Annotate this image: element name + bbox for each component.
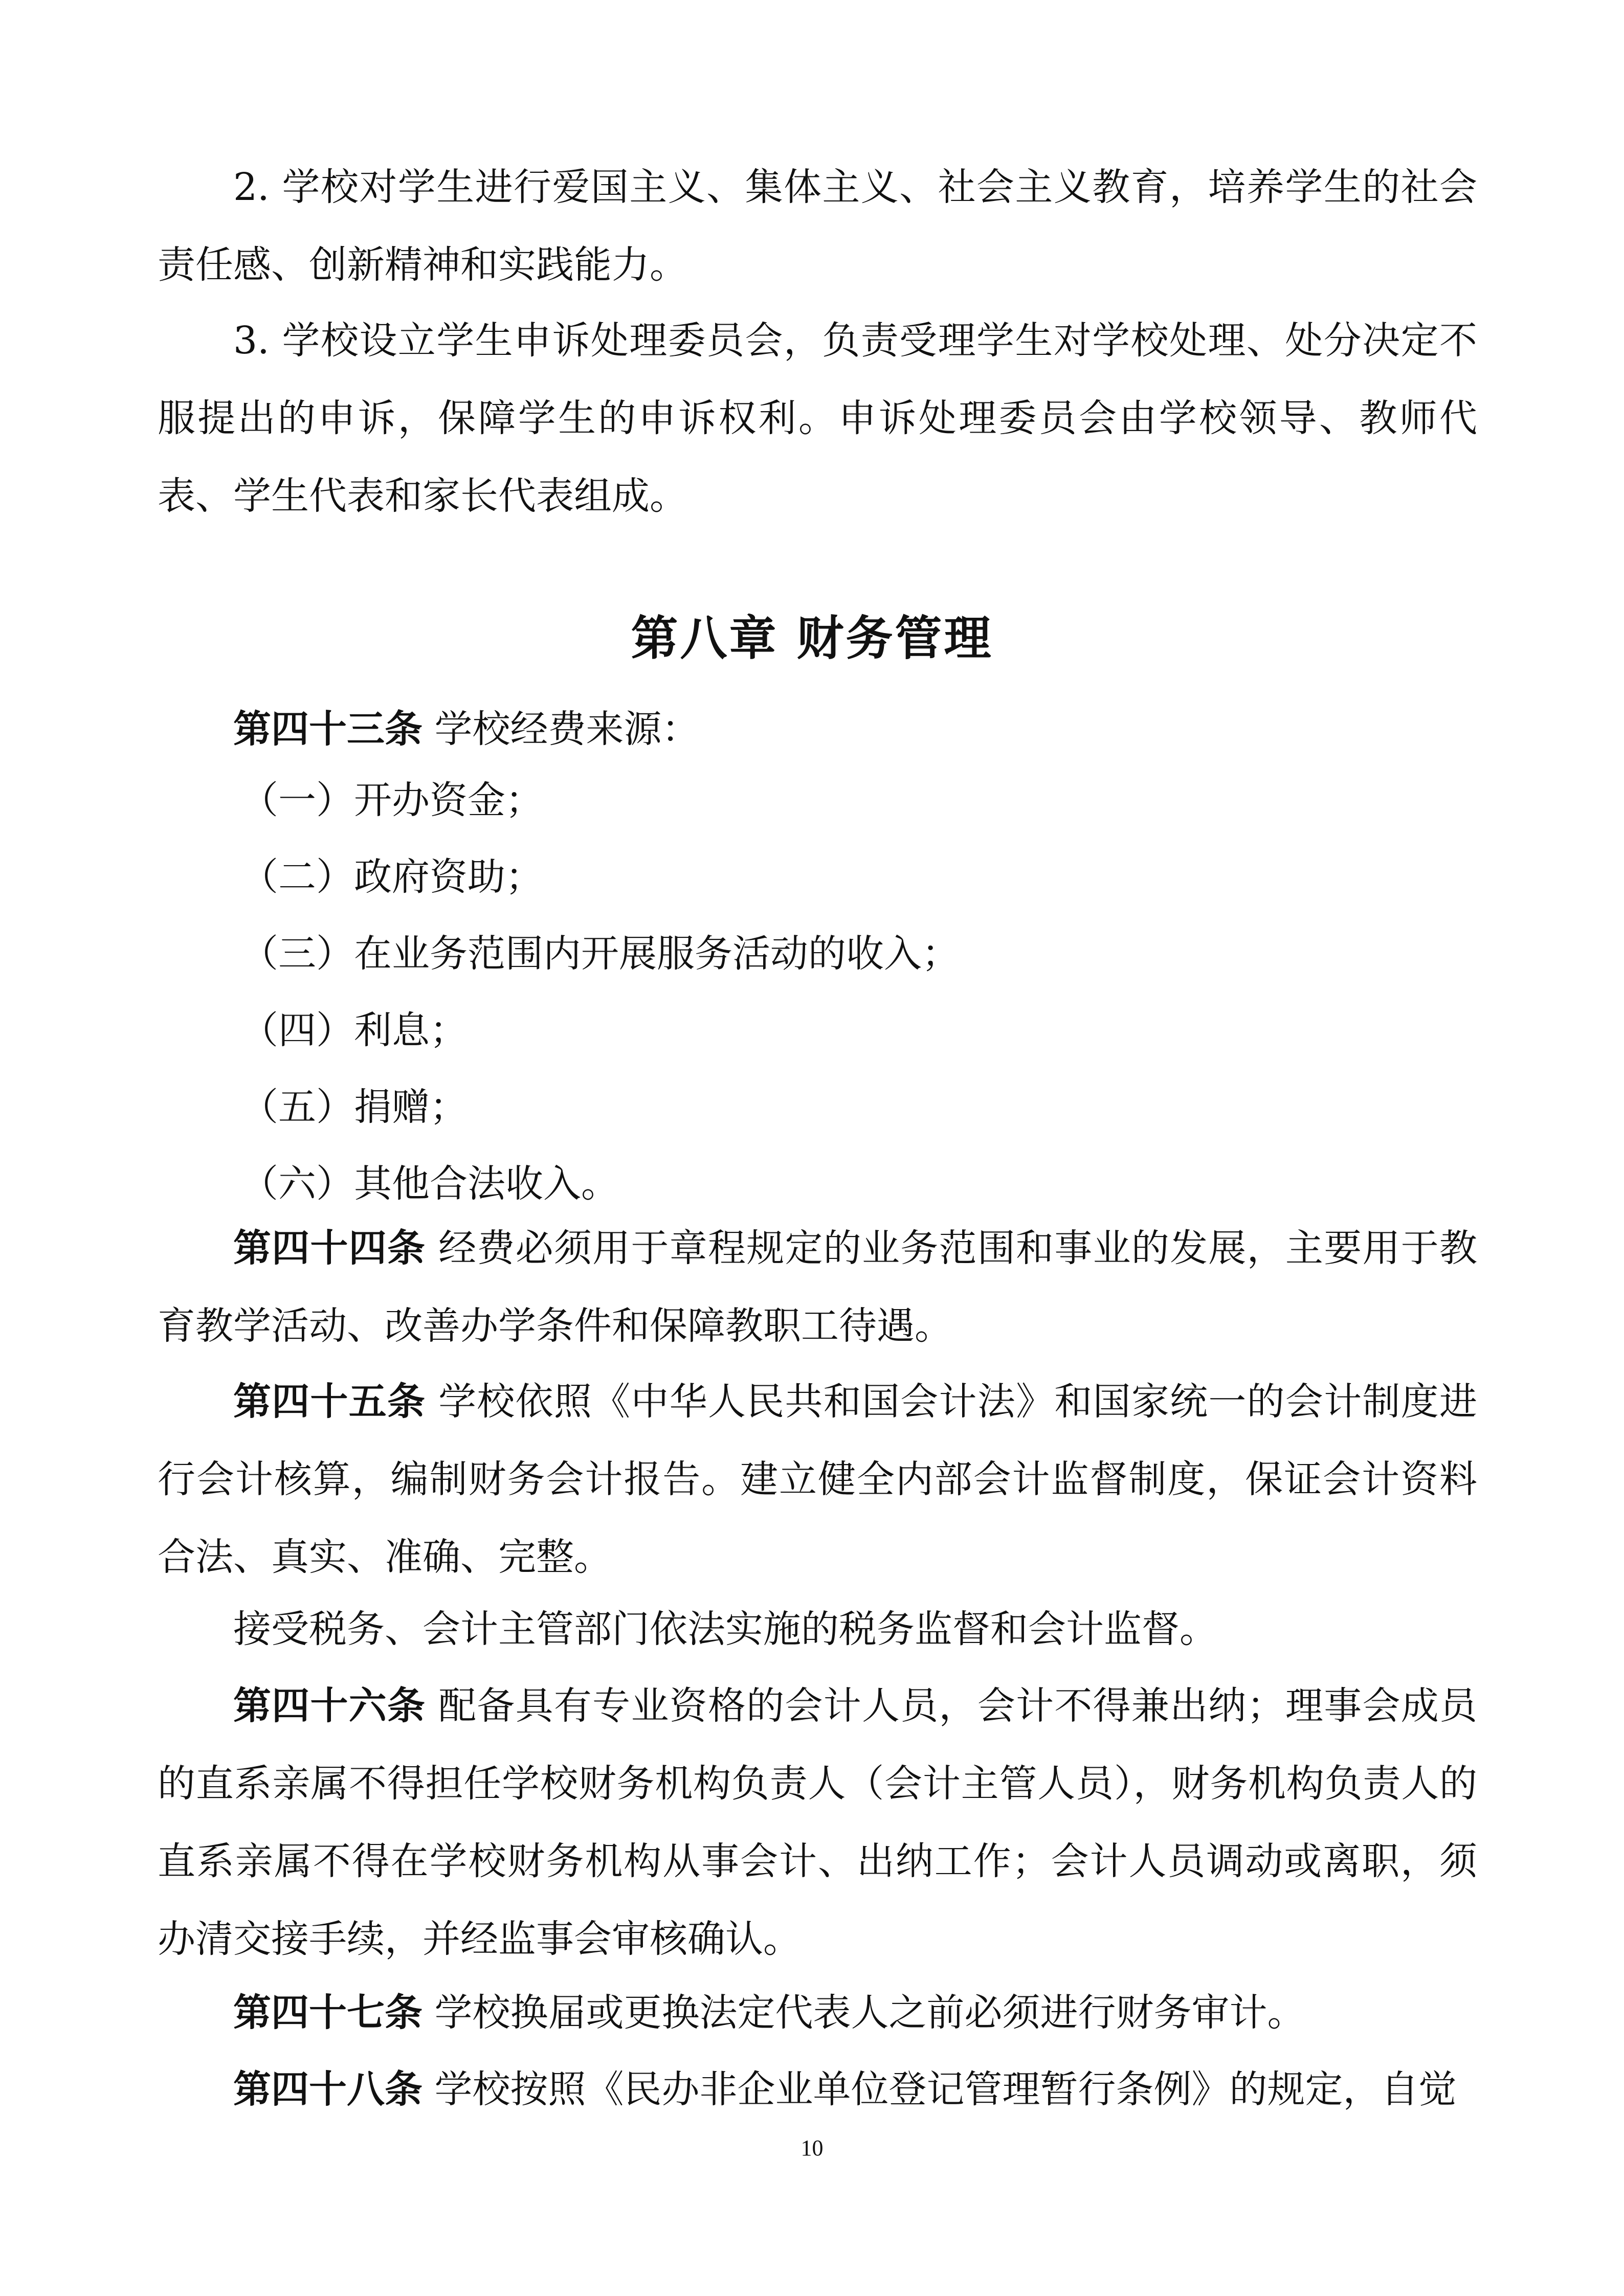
article-43-item-3: （三）在业务范围内开展服务活动的收入； [240, 932, 960, 976]
article-43 [158, 690, 1477, 768]
article-46-text: 配备具有专业资格的会计人员，会计不得兼出纳；理事会成员的直系亲属不得担任学校财务机构负责人（会计主管人员），财务机构负责人的直系亲属不得在学校财务机构从事会计、出纳工作；会计人员调动或离职，须办清交接手续，并经监事会审核确认。 [158, 1684, 1477, 1961]
article-47-label: 第四十七条 [233, 1991, 422, 2035]
article-48 [158, 2051, 1477, 2128]
page-number: 10 [800, 2135, 824, 2160]
article-48-label: 第四十八条 [233, 2067, 422, 2111]
article-46-label: 第四十六条 [233, 1684, 426, 1728]
article-43-item-2: （二）政府资助； [240, 855, 543, 899]
article-45-extra: 接受税务、会计主管部门依法实施的税务监督和会计监督。 [233, 1607, 1217, 1651]
article-43-item-4: （四）利息； [240, 1008, 468, 1052]
article-44-text: 经费必须用于章程规定的业务范围和事业的发展，主要用于教育教学活动、改善办学条件和保障教职工待遇。 [158, 1226, 1477, 1348]
article-45 [158, 1363, 1477, 1596]
article-44 [158, 1209, 1477, 1365]
article-43-text: 学校经费来源： [422, 707, 700, 751]
article-47-text: 学校换届或更换法定代表人之前必须进行财务审计。 [422, 1991, 1305, 2035]
article-43-item-5: （五）捐赠； [240, 1085, 468, 1129]
chapter-title: 第八章 财务管理 [631, 611, 993, 666]
article-43-item-6: （六）其他合法收入。 [240, 1162, 619, 1206]
paragraph-item-3: 3. 学校设立学生申诉处理委员会，负责受理学生对学校处理、处分决定不服提出的申诉，保障学生的申诉权利。申诉处理委员会由学校领导、教师代表、学生代表和家长代表组成。 [158, 319, 1477, 518]
article-43-item-1: （一）开办资金； [240, 778, 543, 822]
article-43-label: 第四十三条 [233, 707, 422, 751]
article-45-label: 第四十五条 [233, 1380, 426, 1424]
article-45-text: 学校依照《中华人民共和国会计法》和国家统一的会计制度进行会计核算，编制财务会计报告。建立健全内部会计监督制度，保证会计资料合法、真实、准确、完整。 [158, 1380, 1477, 1579]
article-48-text: 学校按照《民办非企业单位登记管理暂行条例》的规定，自觉 [422, 2067, 1457, 2111]
paragraph-item-2: 2. 学校对学生进行爱国主义、集体主义、社会主义教育，培养学生的社会责任感、创新精神和实践能力。 [158, 165, 1477, 287]
article-47 [158, 1974, 1477, 2052]
article-46 [158, 1667, 1477, 1978]
article-44-label: 第四十四条 [233, 1226, 426, 1270]
